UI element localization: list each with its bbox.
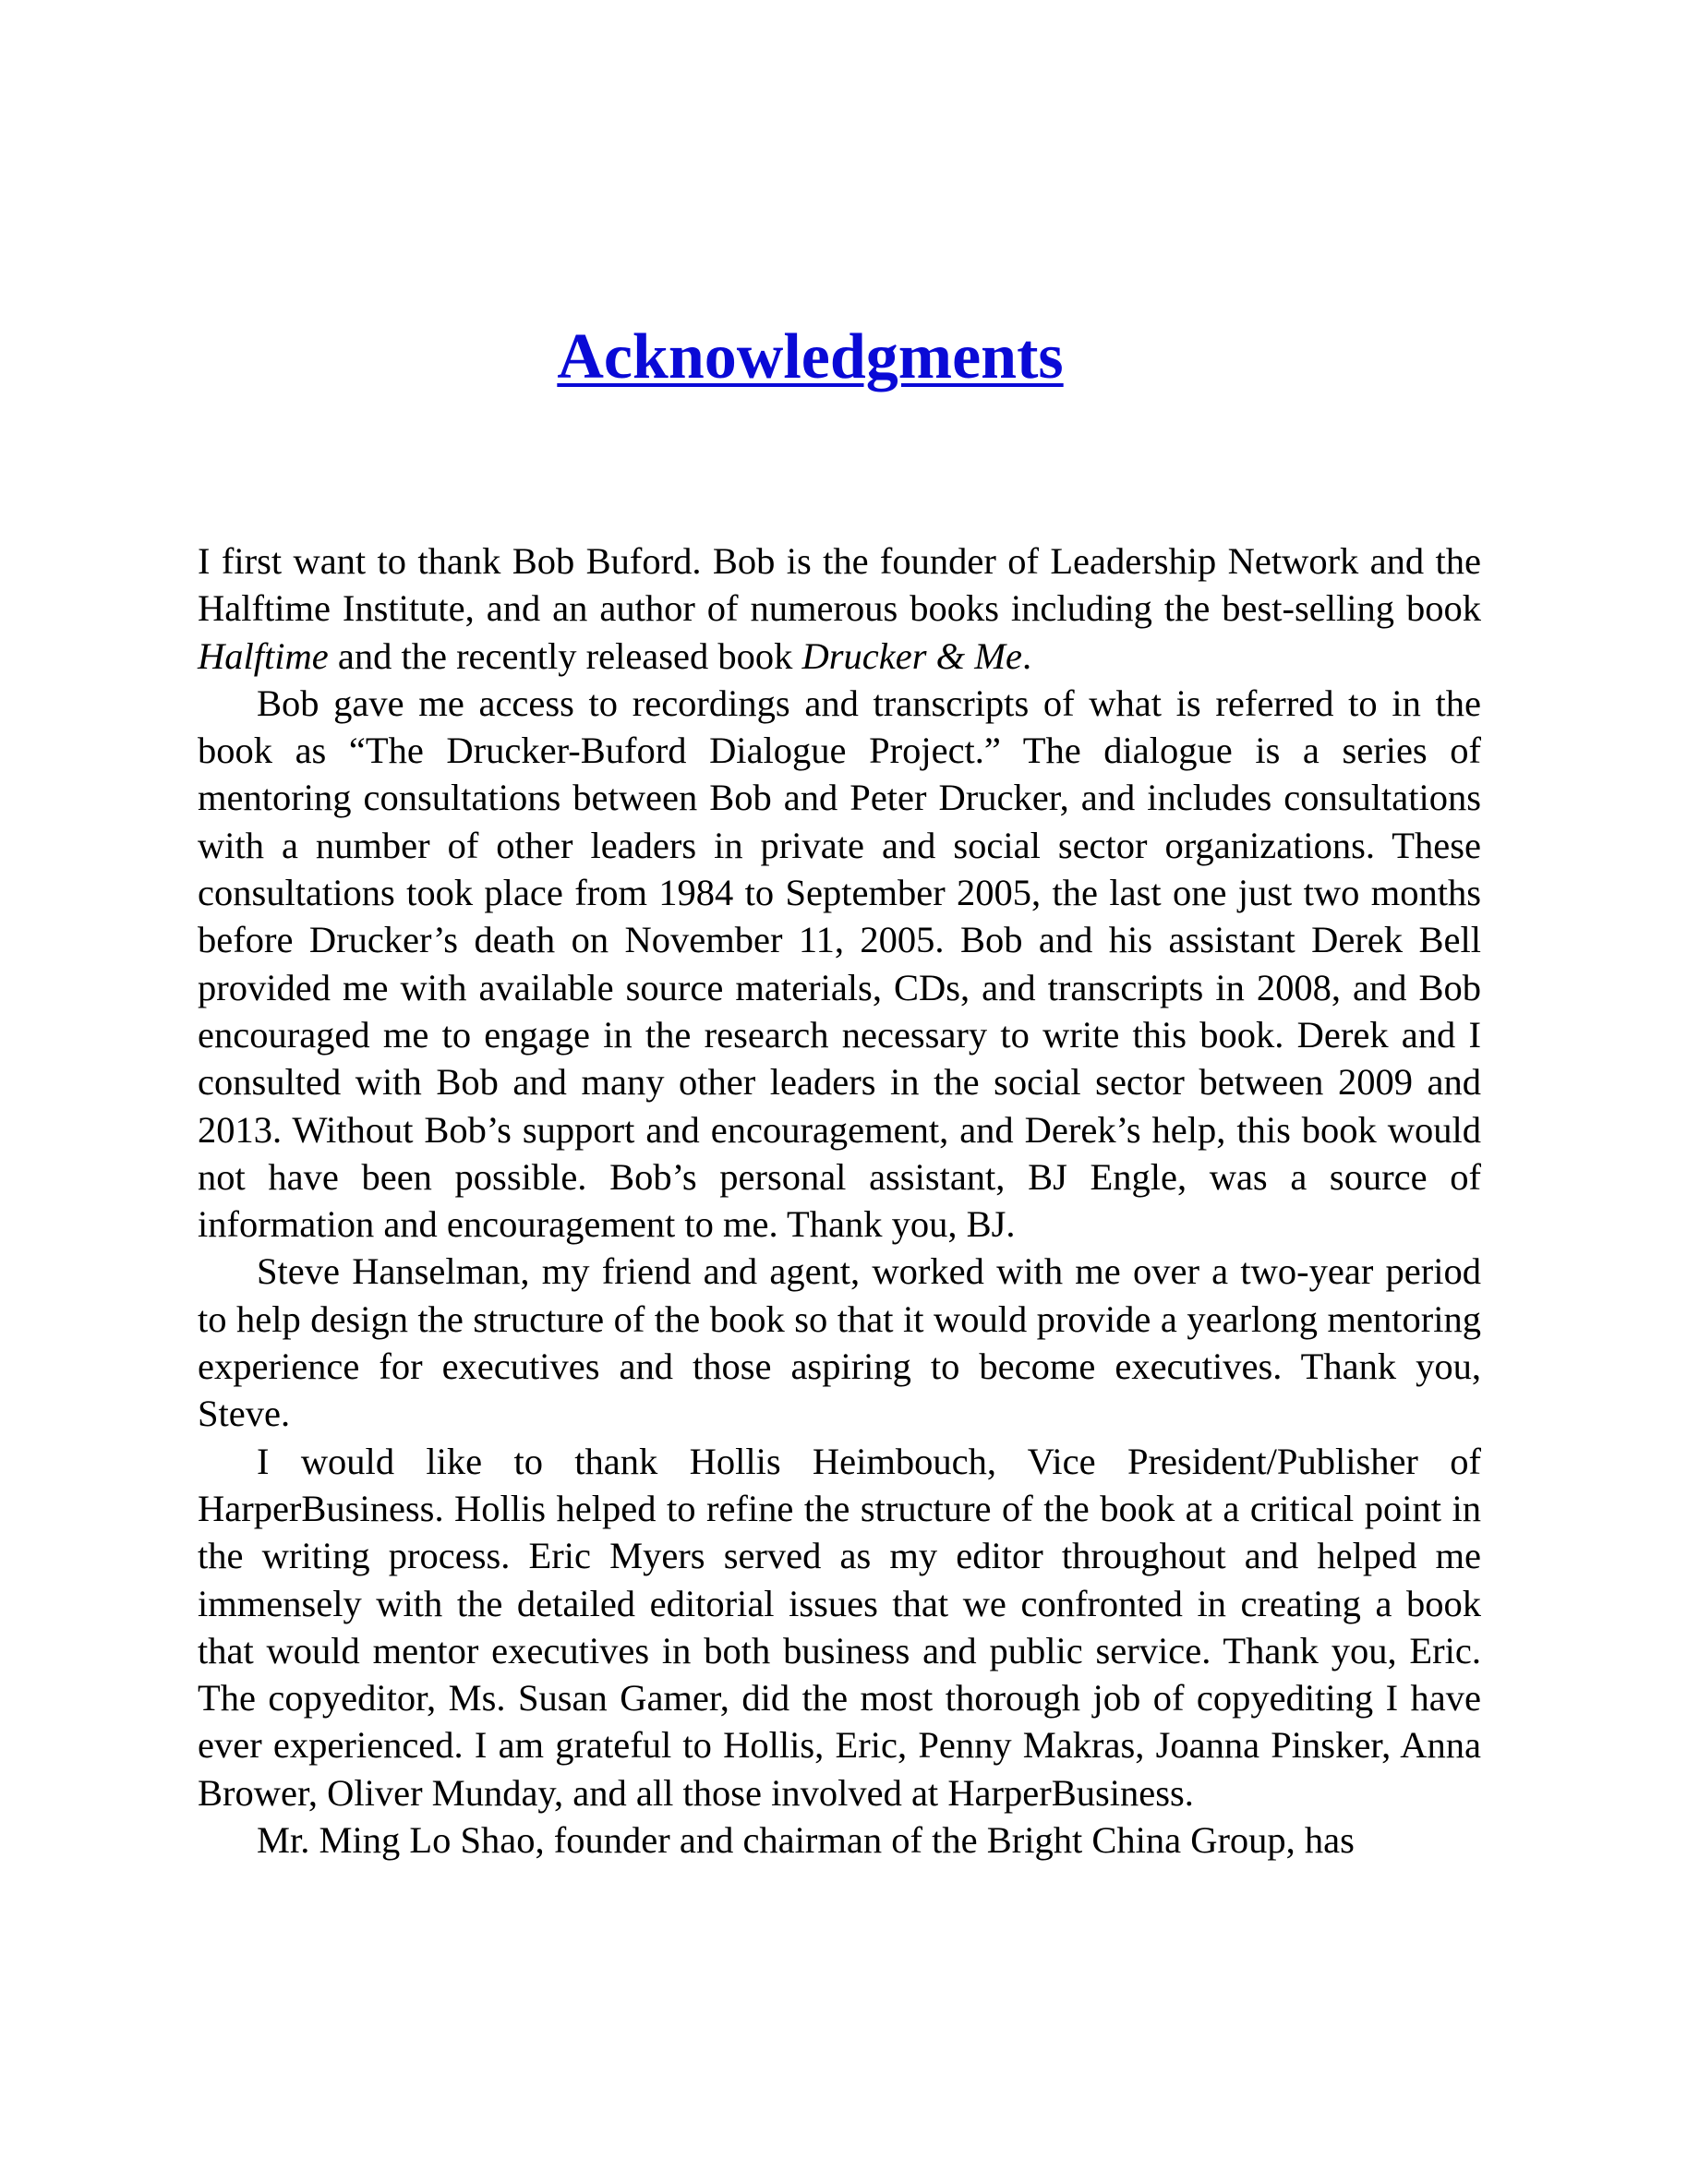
- paragraph-text: Steve Hanselman, my friend and agent, worked with me over a two-year period to help design the structure of the book so that it would provide a yearlong mentoring experience for executives and those aspiring to become executives. Thank you, Steve.: [198, 1250, 1481, 1435]
- paragraph-text: I would like to thank Hollis Heimbouch, Vice President/Publisher of HarperBusiness. Hollis helped to refine the structure of the book at a critical point in the writing process. Eric Myers served as my editor throughout and helped me immensely with the detailed editorial issues that we confronted in creating a book that would mentor executives in both business and public service. Thank you, Eric. The copyeditor, Ms. Susan Gamer, did the most thorough job of copyediting I have ever experienced. I am grateful to Hollis, Eric, Penny Makras, Joanna Pinsker, Anna Brower, Oliver Munday, and all those involved at HarperBusiness.: [198, 1440, 1481, 1814]
- paragraph-5: [198, 1816, 1481, 1864]
- paragraph-3: [198, 1248, 1481, 1437]
- book-title-drucker-and-me: Drucker & Me: [801, 634, 1022, 677]
- book-title-halftime: Halftime: [198, 634, 329, 677]
- title-link[interactable]: Acknowledgments: [557, 321, 1064, 392]
- paragraph-text: and the recently released book: [328, 634, 802, 677]
- paragraph-2: [198, 680, 1481, 1249]
- paragraph-1: [198, 537, 1481, 680]
- paragraph-text: I first want to thank Bob Buford. Bob is the founder of Leadership Network and the Halftime Institute, and an author of numerous books including the best-selling book: [198, 540, 1481, 630]
- paragraph-4: [198, 1438, 1481, 1816]
- body-text: [198, 537, 1481, 1864]
- paragraph-text: .: [1021, 634, 1032, 677]
- page-title: [0, 321, 1621, 392]
- paragraph-text: Bob gave me access to recordings and transcripts of what is referred to in the book as “The Drucker-Buford Dialogue Project.” The dialogue is a series of mentoring consultations between Bob and Peter Drucker, and includes consultations with a number of other leaders in private and social sector organizations. These consultations took place from 1984 to September 2005, the last one just two months before Drucker’s death on November 11, 2005. Bob and his assistant Derek Bell provided me with available source materials, CDs, and transcripts in 2008, and Bob encouraged me to engage in the research necessary to write this book. Derek and I consulted with Bob and many other leaders in the social sector between 2009 and 2013. Without Bob’s support and encouragement, and Derek’s help, this book would not have been possible. Bob’s personal assistant, BJ Engle, was a source of information and encouragement to me. Thank you, BJ.: [198, 682, 1481, 1246]
- paragraph-text: Mr. Ming Lo Shao, founder and chairman of the Bright China Group, has: [257, 1819, 1355, 1862]
